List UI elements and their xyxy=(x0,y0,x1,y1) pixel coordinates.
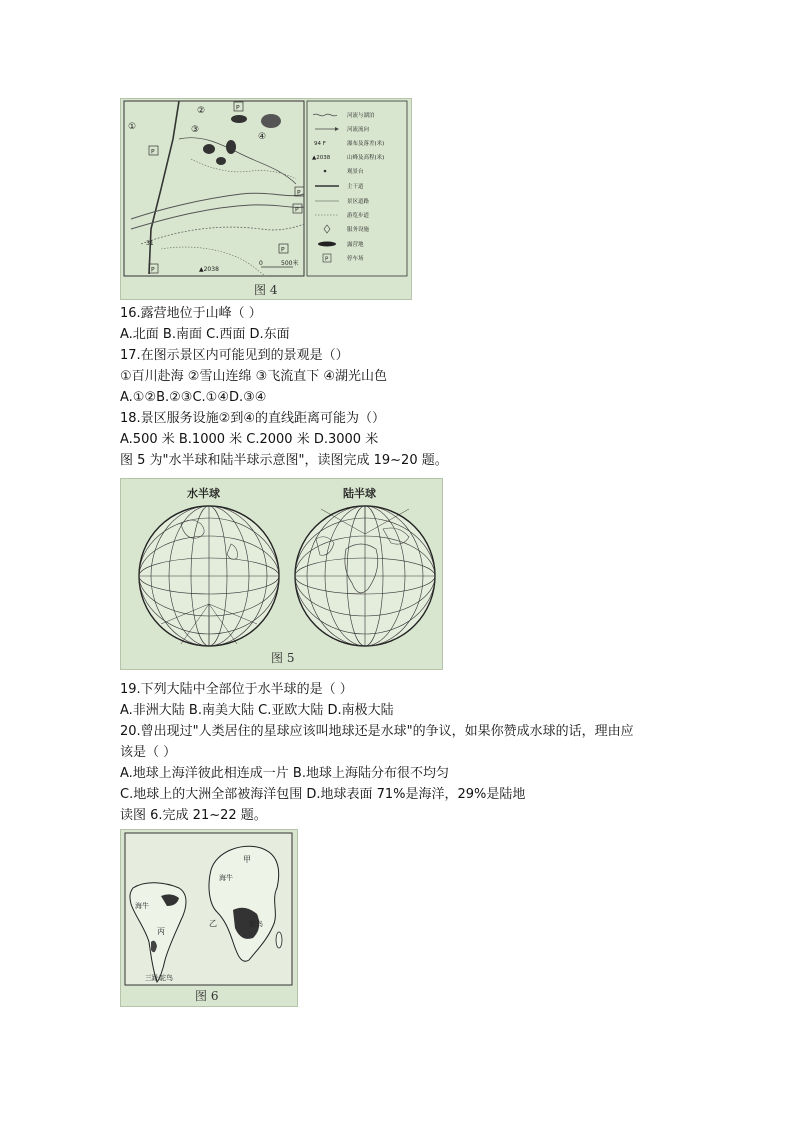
map-legend xyxy=(312,111,384,263)
facility-4-label: ④ xyxy=(258,132,267,142)
legend-item: 游览步道 xyxy=(347,213,370,219)
legend-item: 山峰及高程(米) xyxy=(347,155,385,161)
water-hemisphere-title: 水半球 xyxy=(187,487,220,500)
legend-parking-sample: P xyxy=(325,256,329,263)
legend-item: 河流与湖泊 xyxy=(347,113,375,119)
peak-label: ▲2038 xyxy=(199,266,219,273)
water-hemisphere-globe xyxy=(139,506,279,646)
figure-6-map xyxy=(120,829,298,1007)
question-18-options: A.500 米 B.1000 米 C.2000 米 D.3000 米 xyxy=(120,432,379,447)
scale-label: 500米 xyxy=(281,260,299,267)
parking-label: P xyxy=(281,246,285,254)
label-ostrich: 鸵鸟 xyxy=(249,920,263,928)
figure-5-hemispheres xyxy=(120,478,443,670)
figure-6-intro: 读图 6.完成 21~22 题。 xyxy=(120,808,267,823)
label-bing: 丙 xyxy=(157,927,165,936)
question-18-stem: 18.景区服务设施②到④的直线距离可能为（） xyxy=(120,411,385,426)
scale-zero: 0 xyxy=(259,260,263,267)
figure-4-caption: 图 4 xyxy=(254,283,278,297)
question-16-options: A.北面 B.南面 C.西面 D.东面 xyxy=(120,327,290,342)
land-hemisphere-title: 陆半球 xyxy=(343,487,376,500)
label-rhea: 三趾鸵鸟 xyxy=(145,974,173,982)
legend-item: 景区道路 xyxy=(347,199,370,205)
legend-item: 河流流向 xyxy=(347,127,370,133)
label-manatee-samerica: 海牛 xyxy=(135,902,149,910)
question-19-stem: 19.下列大陆中全部位于水半球的是（ ） xyxy=(120,682,353,697)
figure-4-map xyxy=(120,98,412,300)
falls-label: 31 xyxy=(146,240,154,247)
figure-5-caption: 图 5 xyxy=(271,651,295,665)
legend-item: 观景台 xyxy=(347,169,364,175)
label-jia: 甲 xyxy=(243,855,251,864)
question-20-options-line-2: C.地球上的大洲全部被海洋包围 D.地球表面 71%是海洋，29%是陆地 xyxy=(120,787,526,802)
parking-label: P xyxy=(297,189,301,197)
question-20-stem-line-1: 20.曾出现过"人类居住的星球应该叫地球还是水球"的争议，如果你赞成水球的话，理由应 xyxy=(120,724,634,739)
parking-label: P xyxy=(151,148,155,156)
land-hemisphere-globe xyxy=(295,506,435,646)
facility-3-label: ③ xyxy=(191,125,200,135)
legend-item: 瀑布及落差(米) xyxy=(347,141,385,147)
question-17-items: ①百川赴海 ②雪山连绵 ③飞流直下 ④湖光山色 xyxy=(120,369,388,384)
legend-item: 露营地 xyxy=(347,242,364,248)
figure-6-caption: 图 6 xyxy=(195,989,219,1003)
legend-item: 停车场 xyxy=(347,256,364,262)
parking-label: P xyxy=(295,206,299,214)
question-20-options-line-1: A.地球上海洋彼此相连成一片 B.地球上海陆分布很不均匀 xyxy=(120,766,449,781)
facility-1-label: ① xyxy=(128,122,137,132)
parking-label: P xyxy=(151,266,155,274)
question-19-options: A.非洲大陆 B.南美大陆 C.亚欧大陆 D.南极大陆 xyxy=(120,703,394,718)
question-17-options: A.①②B.②③C.①④D.③④ xyxy=(120,390,267,405)
legend-item: 服务设施 xyxy=(347,227,370,233)
legend-item: 主干道 xyxy=(347,184,364,190)
question-16-stem: 16.露营地位于山峰（ ） xyxy=(120,306,262,321)
question-17-stem: 17.在图示景区内可能见到的景观是（） xyxy=(120,348,349,363)
legend-sample-falls: 94 F xyxy=(314,141,326,147)
question-20-stem-line-2: 该是（ ） xyxy=(120,745,177,760)
parking-label: P xyxy=(236,104,240,112)
legend-sample-peak: ▲2038 xyxy=(312,155,331,161)
figure-5-intro: 图 5 为"水半球和陆半球示意图"，读图完成 19~20 题。 xyxy=(120,453,448,468)
label-yi: 乙 xyxy=(209,919,217,928)
facility-2-label: ② xyxy=(197,106,206,116)
label-manatee-africa: 海牛 xyxy=(219,874,233,882)
